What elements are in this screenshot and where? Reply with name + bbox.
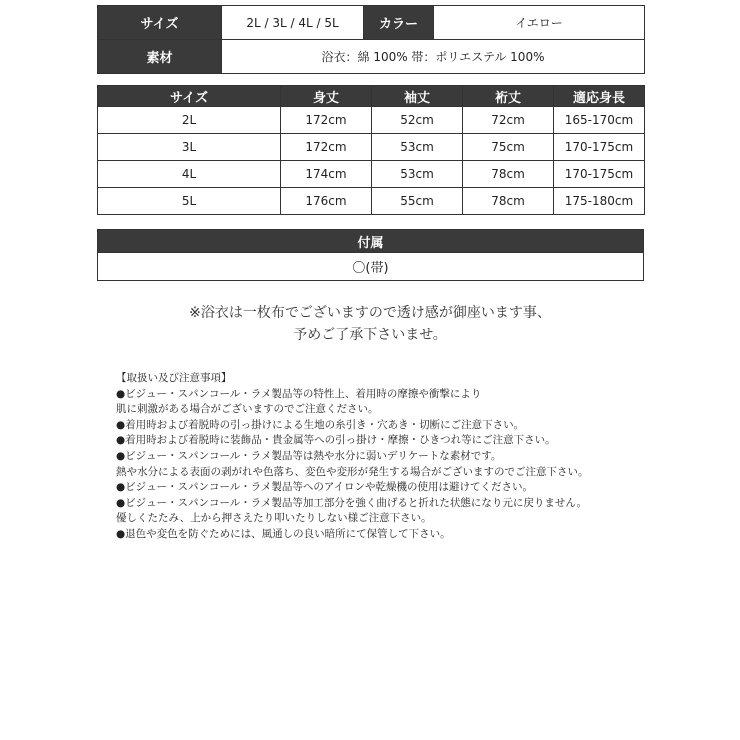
care-line: ●ビジュー・スパンコール・ラメ製品等加工部分を強く曲げると折れた状態になり元に戻りません。 xyxy=(116,496,588,509)
cell-height: 170-175cm xyxy=(554,161,645,188)
spec-table xyxy=(97,5,645,74)
size-value: 2L / 3L / 4L / 5L xyxy=(222,6,364,40)
table-row xyxy=(98,161,645,188)
cell-body-length: 172cm xyxy=(281,107,372,134)
cell-body-length: 174cm xyxy=(281,161,372,188)
care-line: ●ビジュー・スパンコール・ラメ製品等は熱や水分に弱いデリケートな素材です。 xyxy=(116,449,502,462)
care-line: ●着用時および着脱時に装飾品・貴金属等への引っ掛け・摩擦・ひきつれ等にご注意下さい。 xyxy=(116,434,556,447)
header-size: サイズ xyxy=(98,86,281,107)
table-row xyxy=(98,107,645,134)
cell-size: 2L xyxy=(98,107,281,134)
accessory-value: 〇(帯) xyxy=(98,253,644,281)
cell-size: 4L xyxy=(98,161,281,188)
care-line: ●ビジュー・スパンコール・ラメ製品等の特性上、着用時の摩擦や衝撃により xyxy=(116,387,482,400)
care-line: ●ビジュー・スパンコール・ラメ製品等へのアイロンや乾燥機の使用は避けてください。 xyxy=(116,481,533,494)
header-body-length: 身丈 xyxy=(281,86,372,107)
cell-sleeve-length: 53cm xyxy=(372,134,463,161)
care-instructions xyxy=(116,371,636,543)
cell-size: 5L xyxy=(98,188,281,215)
care-line: 優しくたたみ、上から押さえたり叩いたりしない様ご注意下さい。 xyxy=(116,512,432,525)
header-height: 適応身長 xyxy=(554,86,645,107)
table-row xyxy=(98,188,645,215)
cell-yuki-length: 72cm xyxy=(463,107,554,134)
accessory-header: 付属 xyxy=(98,230,644,253)
material-value: 浴衣：綿 100% 帯：ポリエステル 100% xyxy=(222,40,645,74)
spec-row-size-color xyxy=(98,6,645,40)
cell-sleeve-length: 52cm xyxy=(372,107,463,134)
header-sleeve-length: 袖丈 xyxy=(372,86,463,107)
table-row xyxy=(98,134,645,161)
cell-yuki-length: 78cm xyxy=(463,161,554,188)
cell-sleeve-length: 55cm xyxy=(372,188,463,215)
cell-height: 170-175cm xyxy=(554,134,645,161)
cell-size: 3L xyxy=(98,134,281,161)
color-label: カラー xyxy=(364,6,434,40)
accessory-table xyxy=(97,229,644,281)
sheerness-note-line1: ※浴衣は一枚布でございますので透け感が御座います事、 xyxy=(189,305,551,321)
size-label: サイズ xyxy=(98,6,222,40)
size-chart-header-row xyxy=(98,86,645,107)
care-line: 肌に刺激がある場合がございますのでご注意ください。 xyxy=(116,403,379,416)
care-line: ●着用時および着脱時の引っ掛けによる生地の糸引き・穴あき・切断にご注意下さい。 xyxy=(116,418,525,431)
cell-body-length: 176cm xyxy=(281,188,372,215)
cell-sleeve-length: 53cm xyxy=(372,161,463,188)
sheerness-note-line2: 予めご了承下さいませ。 xyxy=(293,327,447,343)
cell-height: 175-180cm xyxy=(554,188,645,215)
size-chart-table xyxy=(97,85,645,215)
care-line: 熱や水分による表面の剥がれや色落ち、変色や変形が発生する場合がございますのでご注意下さい。 xyxy=(116,465,589,478)
care-title: 【取扱い及び注意事項】 xyxy=(116,372,232,384)
material-label: 素材 xyxy=(98,40,222,74)
cell-body-length: 172cm xyxy=(281,134,372,161)
cell-yuki-length: 78cm xyxy=(463,188,554,215)
care-line: ●退色や変色を防ぐためには、風通しの良い暗所にて保管して下さい。 xyxy=(116,527,451,540)
cell-height: 165-170cm xyxy=(554,107,645,134)
spec-row-material xyxy=(98,40,645,74)
accessory-header-row xyxy=(98,230,644,253)
accessory-value-row xyxy=(98,253,644,281)
color-value: イエロー xyxy=(434,6,645,40)
header-yuki-length: 裄丈 xyxy=(463,86,554,107)
cell-yuki-length: 75cm xyxy=(463,134,554,161)
